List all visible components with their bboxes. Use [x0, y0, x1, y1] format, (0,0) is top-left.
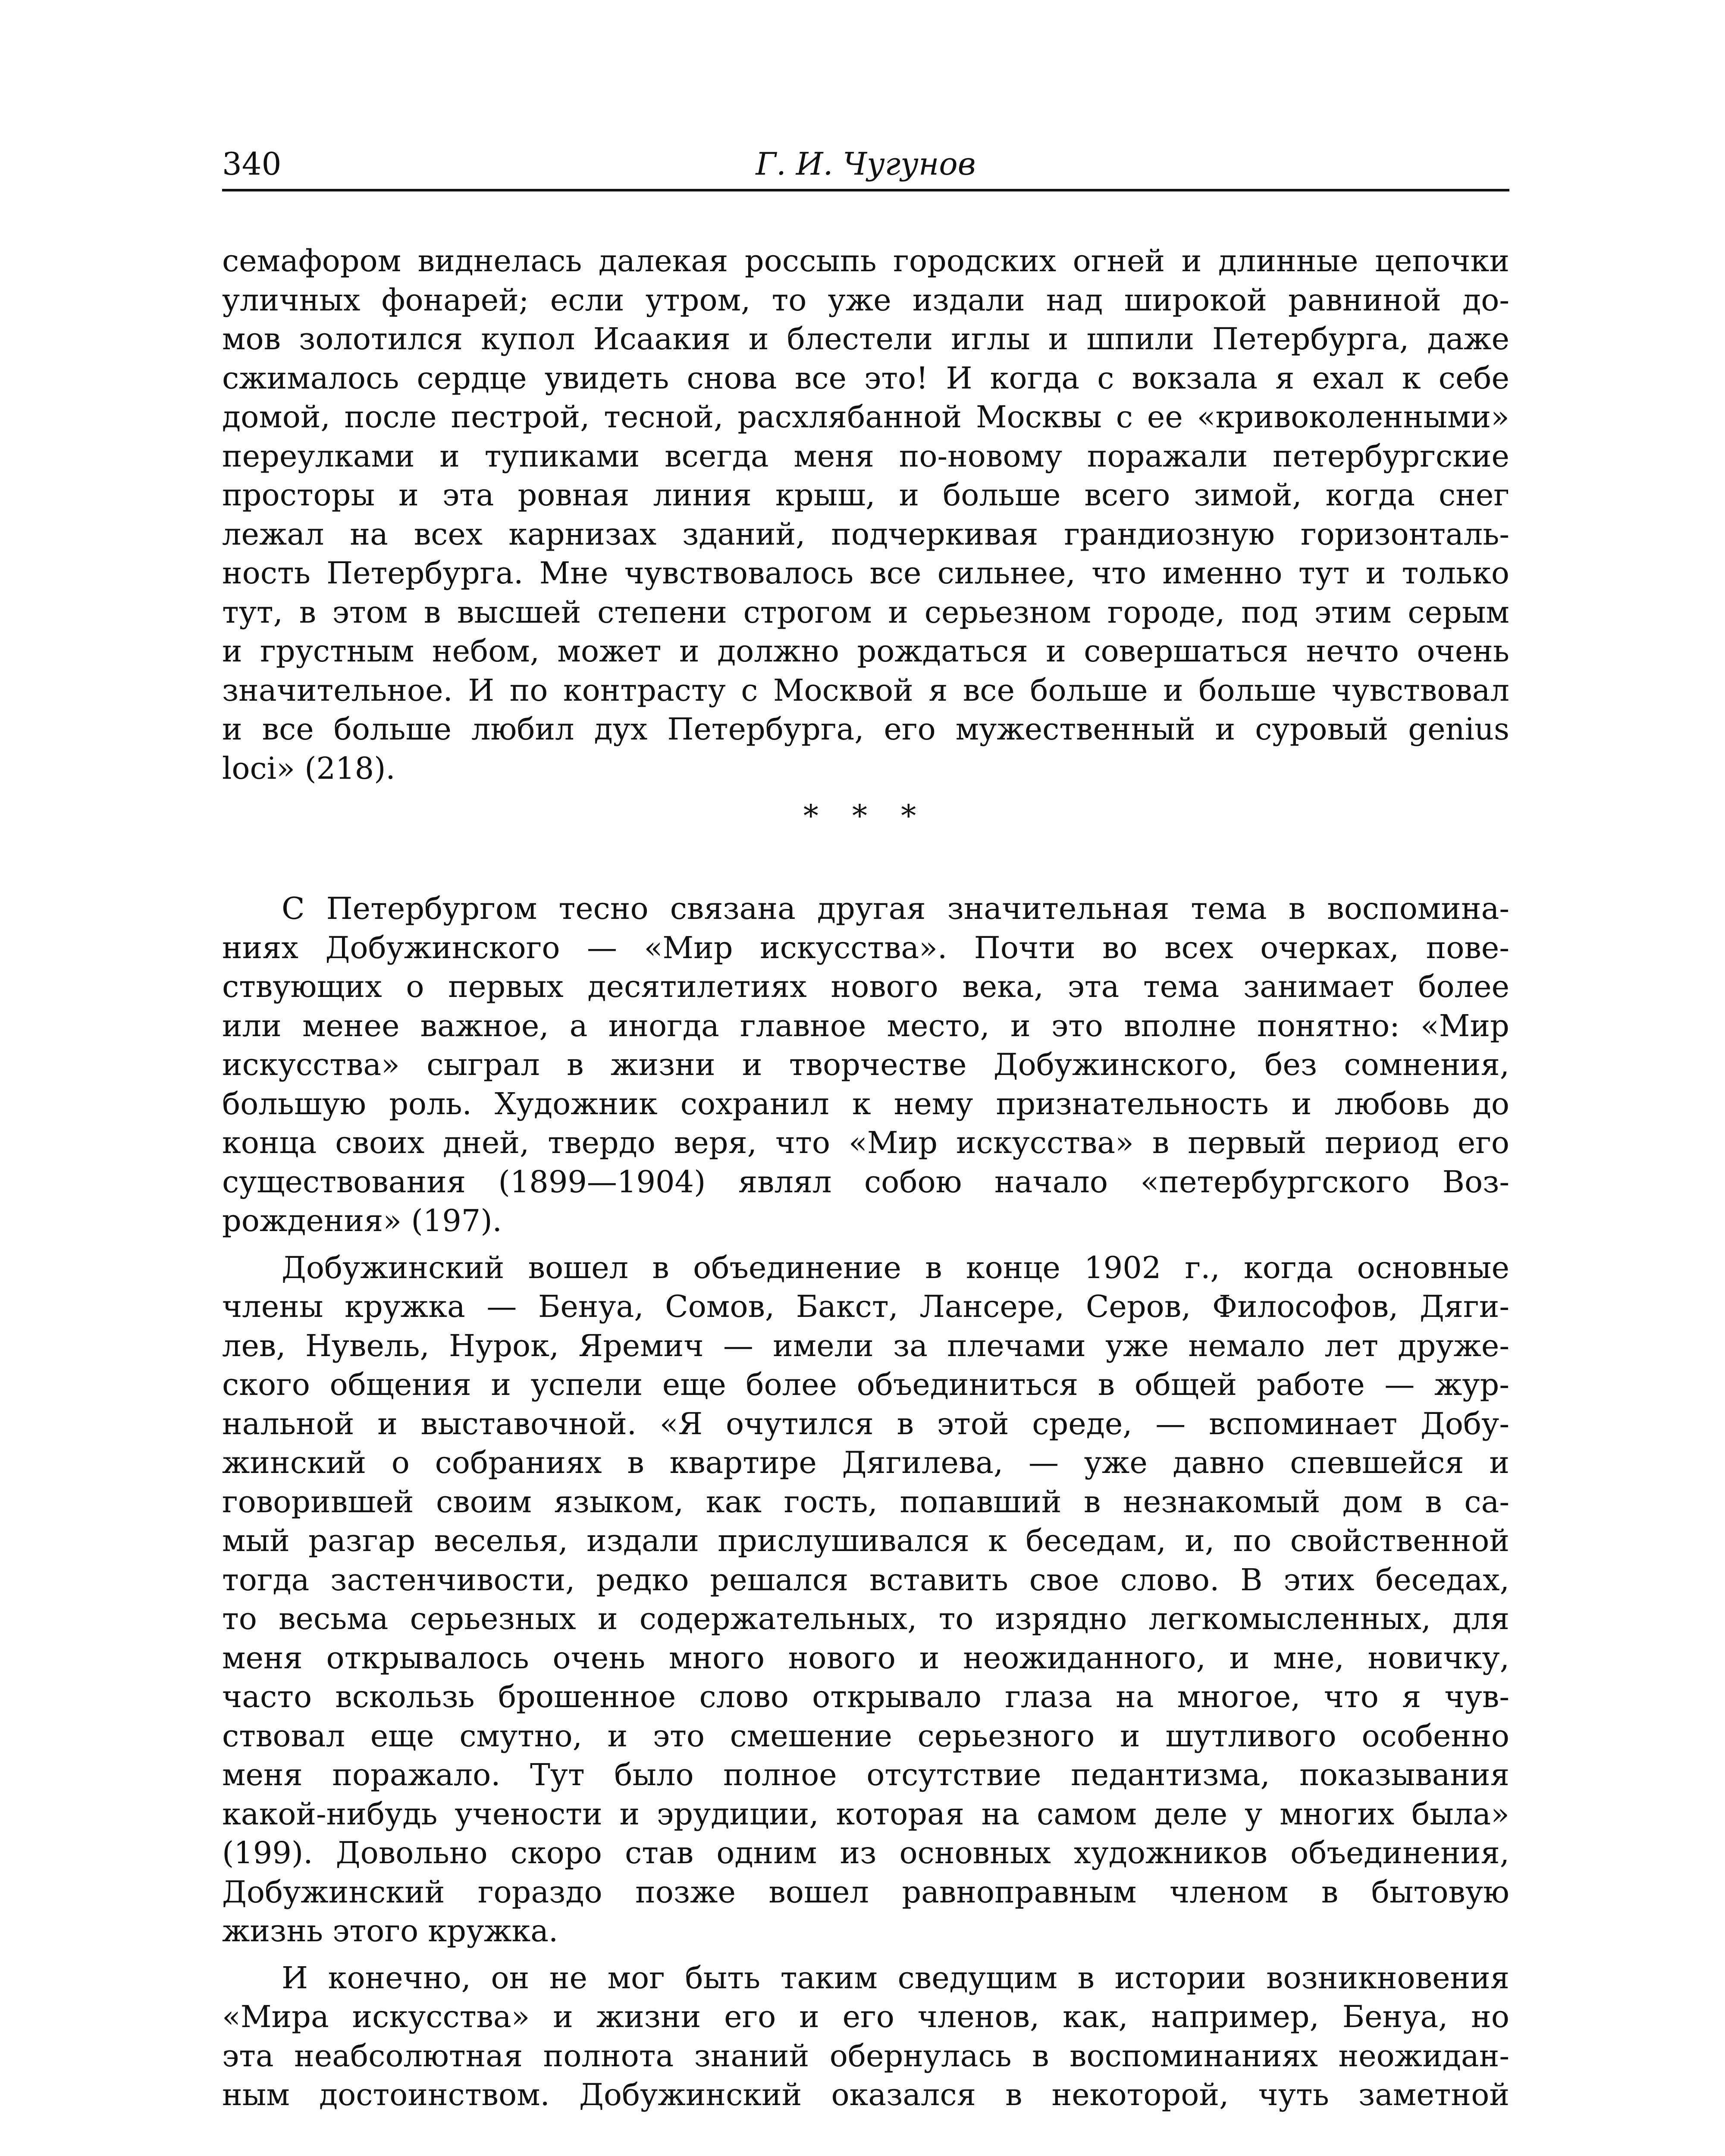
- text-line: ным достоинством. Добужинский оказался в некоторой, чуть заметной: [222, 2077, 1509, 2112]
- paragraph-gap: [222, 1241, 1509, 1248]
- text-line: ствующих о первых десятилетиях нового века, эта тема занимает более: [222, 969, 1509, 1004]
- page-header: [222, 138, 1509, 185]
- text-line: члены кружка — Бенуа, Сомов, Бакст, Лансере, Серов, Философов, Дяги-: [222, 1289, 1509, 1324]
- text-line: существования (1899—1904) являл собою начало «петербургского Воз-: [222, 1164, 1509, 1200]
- text-line: лев, Нувель, Нурок, Яремич — имели за плечами уже немало лет друже-: [222, 1328, 1509, 1363]
- text-line: жизнь этого кружка.: [222, 1913, 558, 1949]
- section-divider: * * *: [803, 798, 928, 834]
- text-line: семафором виднелась далекая россыпь городских огней и длинные цепочки: [222, 243, 1509, 279]
- text-line: лежал на всех карнизах зданий, подчеркивая грандиозную горизонталь-: [222, 516, 1509, 552]
- text-line: переулками и тупиками всегда меня по-новому поражали петербургские: [222, 438, 1509, 474]
- text-line: конца своих дней, твердо веря, что «Мир искусства» в первый период его: [222, 1125, 1509, 1160]
- text-line: жинский о собраниях в квартире Дягилева, — уже давно спевшейся и: [222, 1445, 1509, 1480]
- text-line: ниях Добужинского — «Мир искусства». Почти во всех очерках, пове-: [222, 930, 1509, 965]
- text-line: большую роль. Художник сохранил к нему признательность и любовь до: [222, 1086, 1509, 1122]
- running-head: Г. И. Чугунов: [756, 146, 976, 182]
- text-line: loci» (218).: [222, 750, 395, 786]
- paragraph-gap: [222, 1951, 1509, 1959]
- text-line: говорившей своим языком, как гость, попавший в незнакомый дом в са-: [222, 1484, 1509, 1520]
- text-line: нальной и выставочной. «Я очутился в этой среде, — вспоминает Добу-: [222, 1406, 1509, 1442]
- text-line: ность Петербурга. Мне чувствовалось все сильнее, что именно тут и только: [222, 555, 1509, 591]
- text-line: меня поражало. Тут было полное отсутствие педантизма, показывания: [222, 1757, 1509, 1792]
- text-line: искусства» сыграл в жизни и творчестве Добужинского, без сомнения,: [222, 1047, 1509, 1082]
- text-line: уличных фонарей; если утром, то уже издали над широкой равниной до-: [222, 282, 1509, 318]
- text-line: С Петербургом тесно связана другая значительная тема в воспомина-: [282, 891, 1509, 926]
- text-line: тогда застенчивости, редко решался вставить свое слово. В этих беседах,: [222, 1562, 1509, 1598]
- text-line: эта неабсолютная полнота знаний обернулась в воспоминаниях неожидан-: [222, 2038, 1509, 2074]
- text-line: «Мира искусства» и жизни его и его членов, как, например, Бенуа, но: [222, 1999, 1509, 2034]
- text-line: просторы и эта ровная линия крыш, и больше всего зимой, когда снег: [222, 477, 1509, 513]
- text-line: значительное. И по контрасту с Москвой я все больше и больше чувствовал: [222, 672, 1509, 708]
- text-line: какой-нибудь учености и эрудиции, которая на самом деле у многих была»: [222, 1796, 1509, 1832]
- text-line: Добужинский гораздо позже вошел равноправным членом в бытовую: [222, 1874, 1509, 1910]
- text-line: ского общения и успели еще более объединиться в общей работе — жур-: [222, 1367, 1509, 1402]
- text-line: домой, после пестрой, тесной, расхлябанной Москвы с ее «кривоколенными»: [222, 399, 1509, 435]
- text-line: меня открывалось очень много нового и неожиданного, и мне, новичку,: [222, 1640, 1509, 1676]
- paragraph: [222, 889, 1509, 1241]
- text-line: часто вскользь брошенное слово открывало глаза на многое, что я чув-: [222, 1679, 1509, 1714]
- text-line: или менее важное, а иногда главное место, и это вполне понятно: «Мир: [222, 1008, 1509, 1044]
- header-rule: [222, 189, 1509, 191]
- text-line: И конечно, он не мог быть таким сведущим в истории возникновения: [282, 1960, 1509, 1996]
- text-line: и все больше любил дух Петербурга, его мужественный и суровый genius: [222, 711, 1509, 747]
- text-line: тут, в этом в высшей степени строгом и серьезном городе, под этим серым: [222, 594, 1509, 630]
- text-line: (199). Довольно скоро став одним из основных художников объединения,: [222, 1835, 1509, 1871]
- text-line: сжималось сердце увидеть снова все это! И когда с вокзала я ехал к себе: [222, 360, 1509, 396]
- paragraph-continuation: [222, 241, 1509, 788]
- text-line: мов золотился купол Исаакия и блестели иглы и шпили Петербурга, даже: [222, 321, 1509, 357]
- text-line: то весьма серьезных и содержательных, то изрядно легкомысленных, для: [222, 1601, 1509, 1636]
- body-text: [222, 241, 1509, 2115]
- paragraph: [222, 1248, 1509, 1951]
- page-number: 340: [222, 146, 282, 182]
- text-line: ствовал еще смутно, и это смешение серьезного и шутливого особенно: [222, 1718, 1509, 1754]
- text-line: и грустным небом, может и должно рождаться и совершаться нечто очень: [222, 633, 1509, 669]
- text-line: Добужинский вошел в объединение в конце 1902 г., когда основные: [282, 1250, 1509, 1285]
- paragraph: [222, 1959, 1509, 2115]
- text-line: мый разгар веселья, издали прислушивался к беседам, и, по свойственной: [222, 1523, 1509, 1558]
- text-line: рождения» (197).: [222, 1203, 502, 1238]
